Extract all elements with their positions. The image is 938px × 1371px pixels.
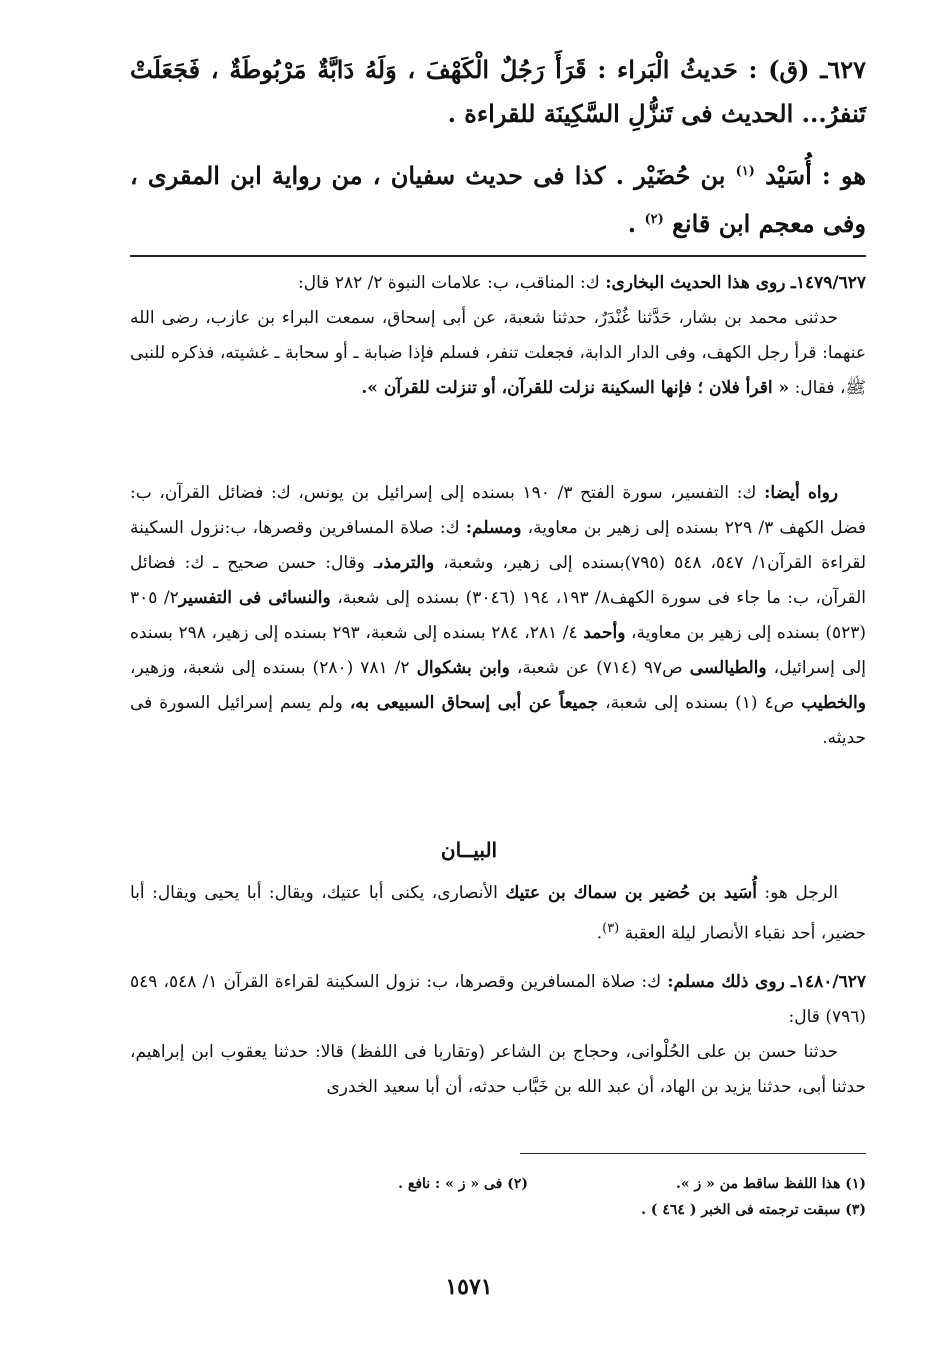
entry-lead: روى ذلك مسلم: <box>667 972 785 992</box>
footnote-2: (٢) فى « ز » : نافع . <box>398 1176 528 1192</box>
hadith-source-tag: (ق) <box>768 55 810 84</box>
hadith-text: : حَديثُ الْبَراء : قَرَأَ رَجُلٌ الْكَهْفَ ، وَلَهُ دَابَّةٌ مَرْبُوطَةٌ ، فَجَعَلَتْ تَنفرُ... الحديث فى تَنزُّلِ السَّكِينَة للقراءة . <box>130 55 866 128</box>
entry-reference: ك: المناقب، ب: علامات النبوة ٢/ ٢٨٢ قال: <box>298 273 600 293</box>
also-text-3: ـ وقال: حسن صحيح ـ ك: فضائل القرآن، ب: ما جاء فى سورة الكهف٨/ ١٩٣، ١٩٤ (٣٠٤٦) بسنده إلى شعبة، <box>130 553 867 608</box>
footnote-ref-1: (١) <box>735 164 755 179</box>
entry-number: ١٤٨٠/٦٢٧ـ <box>790 972 867 992</box>
footnote-divider <box>520 1153 866 1154</box>
paragraph-also-narrated <box>130 476 866 756</box>
also-jamian: جميعاً عن أبى إسحاق السبيعى به، <box>349 693 599 713</box>
bayan-paragraph <box>130 876 866 952</box>
source-muslim: ومسلم: <box>465 518 522 538</box>
identification-end: . <box>627 209 637 238</box>
entry-text: حدثنى محمد بن بشار، حَدَّثنا غُنْدَرٌ، حدثنا شعبة، عن أبى إسحاق، سمعت البراء بن عازب، رضى الله عنهما: قرأ رجل الكهف، وفى الدار الدابة، فجعلت تنفر، فسلم فإذا ضبابة ـ أو سحابة ـ غشيته، فذكره للنبى ﷺ، فقال: <box>130 308 866 398</box>
source-tayalisi: والطيالسى <box>689 658 767 678</box>
also-text-1: ك: التفسير، سورة الفتح ٣/ ١٩٠ بسنده إلى إسرائيل بن يونس، ك: فضائل القرآن، ب: فضل الكهف ٣/ ٢٢٩ بسنده إلى زهير بن معاوية، <box>130 483 867 538</box>
also-text-5: ٤/ ٢٨١، ٢٨٤ بسنده إلى شعبة، ٢٩٣ بسنده إلى زهير، ٢٩٨ بسنده إلى إسرائيل، <box>130 623 866 678</box>
paragraph-1480 <box>130 965 866 1105</box>
hadith-627-header <box>130 48 866 136</box>
source-nasai: والنسائى فى التفسير <box>178 588 331 608</box>
entry-lead: روى هذا الحديث البخارى: <box>605 273 786 293</box>
source-ibn-bashkuwal: وابن بشكوال <box>416 658 510 678</box>
source-ahmad: وأحمد <box>583 623 626 643</box>
entry-number: ١٤٧٩/٦٢٧ـ <box>790 273 866 293</box>
footnote-ref-3: (٣) <box>602 921 620 936</box>
also-lead: رواه أيضا: <box>764 483 838 503</box>
also-text-7: ٢/ ٧٨١ (٢٨٠) بسنده إلى شعبة، وزهير، <box>130 658 410 678</box>
identification-prefix: هو : أُسَيْد <box>765 161 867 190</box>
paragraph-1479 <box>130 266 866 406</box>
footnote-ref-2: (٢) <box>644 212 664 227</box>
also-text-8: ص٤ (١) بسنده إلى شعبة، <box>605 693 795 713</box>
identification-paragraph <box>130 150 866 246</box>
also-text-9: ولم يسم إسرائيل السورة فى حديثه. <box>130 693 866 748</box>
also-text-2: ك: صلاة المسافرين وقصرها، ب:نزول السكينة لقراءة القرآن١/ ٥٤٧، ٥٤٨ (٧٩٥)بسنده إلى زهير، وشعبة، <box>130 518 866 573</box>
footnote-1: (١) هذا اللفظ ساقط من « ز ». <box>676 1176 866 1192</box>
bayan-end: . <box>596 923 603 944</box>
bayan-heading: البيــان <box>440 838 498 862</box>
section-divider <box>130 255 866 257</box>
identification-text: بن حُضَيْر . كذا فى حديث سفيان ، من رواية ابن المقرى ، وفى معجم ابن قانع <box>130 161 866 238</box>
source-khatib: والخطيب <box>801 693 866 713</box>
bayan-text-2: الأنصارى، يكنى أبا عتيك، ويقال: أبا يحيى ويقال: أبا حضير، أحد نقباء الأنصار ليلة العقبة <box>130 883 866 944</box>
entry-text: حدثنا حسن بن على الحُلْوانى، وحجاج بن الشاعر (وتقاربا فى اللفظ) قالا: حدثنا يعقوب ابن إبراهيم، حدثنا أبى، حدثنا يزيد بن الهاد، أن عبد الله بن خَبَّاب حدثه، أن أبا سعيد الخدرى <box>130 1042 866 1097</box>
page-number: ١٥٧١ <box>445 1274 493 1300</box>
source-tirmidhi: والترمذى <box>378 553 435 573</box>
prophet-quote: « اقرأ فلان ؛ فإنها السكينة نزلت للقرآن، أو تنزلت للقرآن ». <box>361 378 790 398</box>
bayan-text-1: الرجل هو: <box>764 883 839 903</box>
person-name: أُسَيد بن حُضير بن سماك بن عتيك <box>505 883 757 903</box>
hadith-number: ٦٢٧ـ <box>820 55 866 84</box>
also-text-4: ٢/ ٣٠٥ (٥٢٣) بسنده إلى زهير بن معاوية، <box>130 588 867 643</box>
footnote-3: (٣) سبقت ترجمته فى الخبر ( ٤٦٤ ) . <box>641 1202 866 1218</box>
entry-reference: ك: صلاة المسافرين وقصرها، ب: نزول السكينة لقراءة القرآن ١/ ٥٤٨، ٥٤٩ (٧٩٦) قال: <box>130 972 866 1027</box>
also-text-6: ص٩٧ (٧١٤) عن شعبة، <box>516 658 683 678</box>
